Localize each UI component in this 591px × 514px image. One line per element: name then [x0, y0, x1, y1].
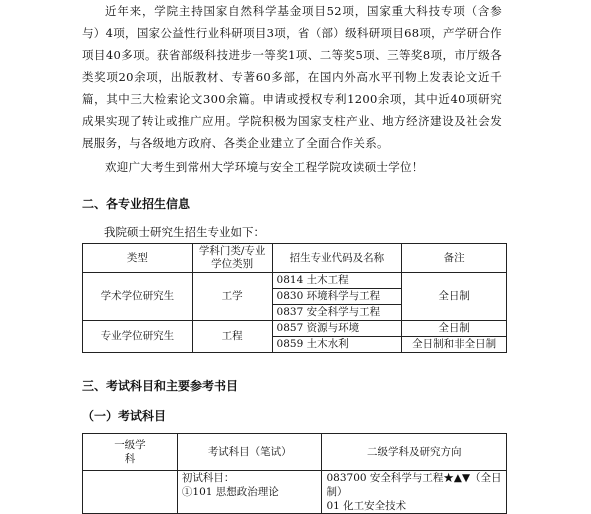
header-type: 类型	[83, 244, 193, 273]
category-academic: 工学	[192, 273, 272, 321]
section-2-note: 我院硕士研究生招生专业如下：	[104, 225, 265, 239]
section-3-subheading: （一）考试科目	[82, 409, 167, 423]
major-table-header	[83, 244, 507, 273]
discipline-cell	[83, 471, 178, 514]
exam-item: ①101 思想政治理论	[181, 486, 279, 498]
intro-paragraph-1	[82, 0, 502, 154]
header-discipline: 一级学科	[83, 434, 178, 471]
header-exam-subject: 考试科目（笔试）	[177, 434, 322, 471]
exam-table	[82, 433, 507, 514]
major-table	[82, 243, 507, 353]
direction-main: 083700 安全科学与工程★▲▼（全日制）	[326, 472, 502, 498]
major-cell: 0859 土木水利	[272, 337, 402, 353]
intro-text-1: 近年来，学院主持国家自然科学基金项目52项，国家重大科技专项（含参与）4项，国家公益性行业科研项目3项，省（部）级科研项目68项，产学研合作项目40多项。获省部级科技进步一等奖1项、二等奖5项、三等奖8项，市厅级各类奖项20余项，出版教材、专著60多部，在国内外高水平刊物上发表论文近千篇，其中三大检索论文300余篇。申请或授权专利1200余项，其中近40项研究成果实现了转让或推广应用。学院积极为国家支柱产业、地方经济建设及社会发展服务，与各级地方政府、各类企业建立了全面合作关系。	[82, 4, 502, 150]
remark-cell: 全日制	[402, 321, 507, 337]
major-cell: 0830 环境科学与工程	[272, 289, 402, 305]
type-professional: 专业学位研究生	[83, 321, 193, 353]
category-professional: 工程	[192, 321, 272, 353]
direction-sub: 01 化工安全技术	[326, 500, 407, 512]
header-remark: 备注	[402, 244, 507, 273]
header-category: 学科门类/专业学位类别	[192, 244, 272, 273]
intro-text-2: 欢迎广大考生到常州大学环境与安全工程学院攻读硕士学位！	[105, 160, 424, 174]
major-cell: 0814 土木工程	[272, 273, 402, 289]
header-major: 招生专业代码及名称	[272, 244, 402, 273]
exam-table-header	[83, 434, 507, 471]
type-academic: 学术学位研究生	[83, 273, 193, 321]
section-2-heading: 二、各专业招生信息	[82, 197, 191, 211]
direction-cell	[322, 471, 507, 514]
header-direction: 二级学科及研究方向	[322, 434, 507, 471]
remark-academic: 全日制	[402, 273, 507, 321]
major-cell: 0837 安全科学与工程	[272, 305, 402, 321]
section-3-heading: 三、考试科目和主要参考书目	[82, 379, 239, 393]
table-row	[83, 471, 507, 514]
exam-cell	[177, 471, 322, 514]
exam-title: 初试科目：	[181, 472, 235, 484]
major-cell: 0857 资源与环境	[272, 321, 402, 337]
remark-cell: 全日制和非全日制	[402, 337, 507, 353]
table-row	[83, 273, 507, 289]
table-row	[83, 321, 507, 337]
intro-paragraph-2	[82, 156, 502, 178]
